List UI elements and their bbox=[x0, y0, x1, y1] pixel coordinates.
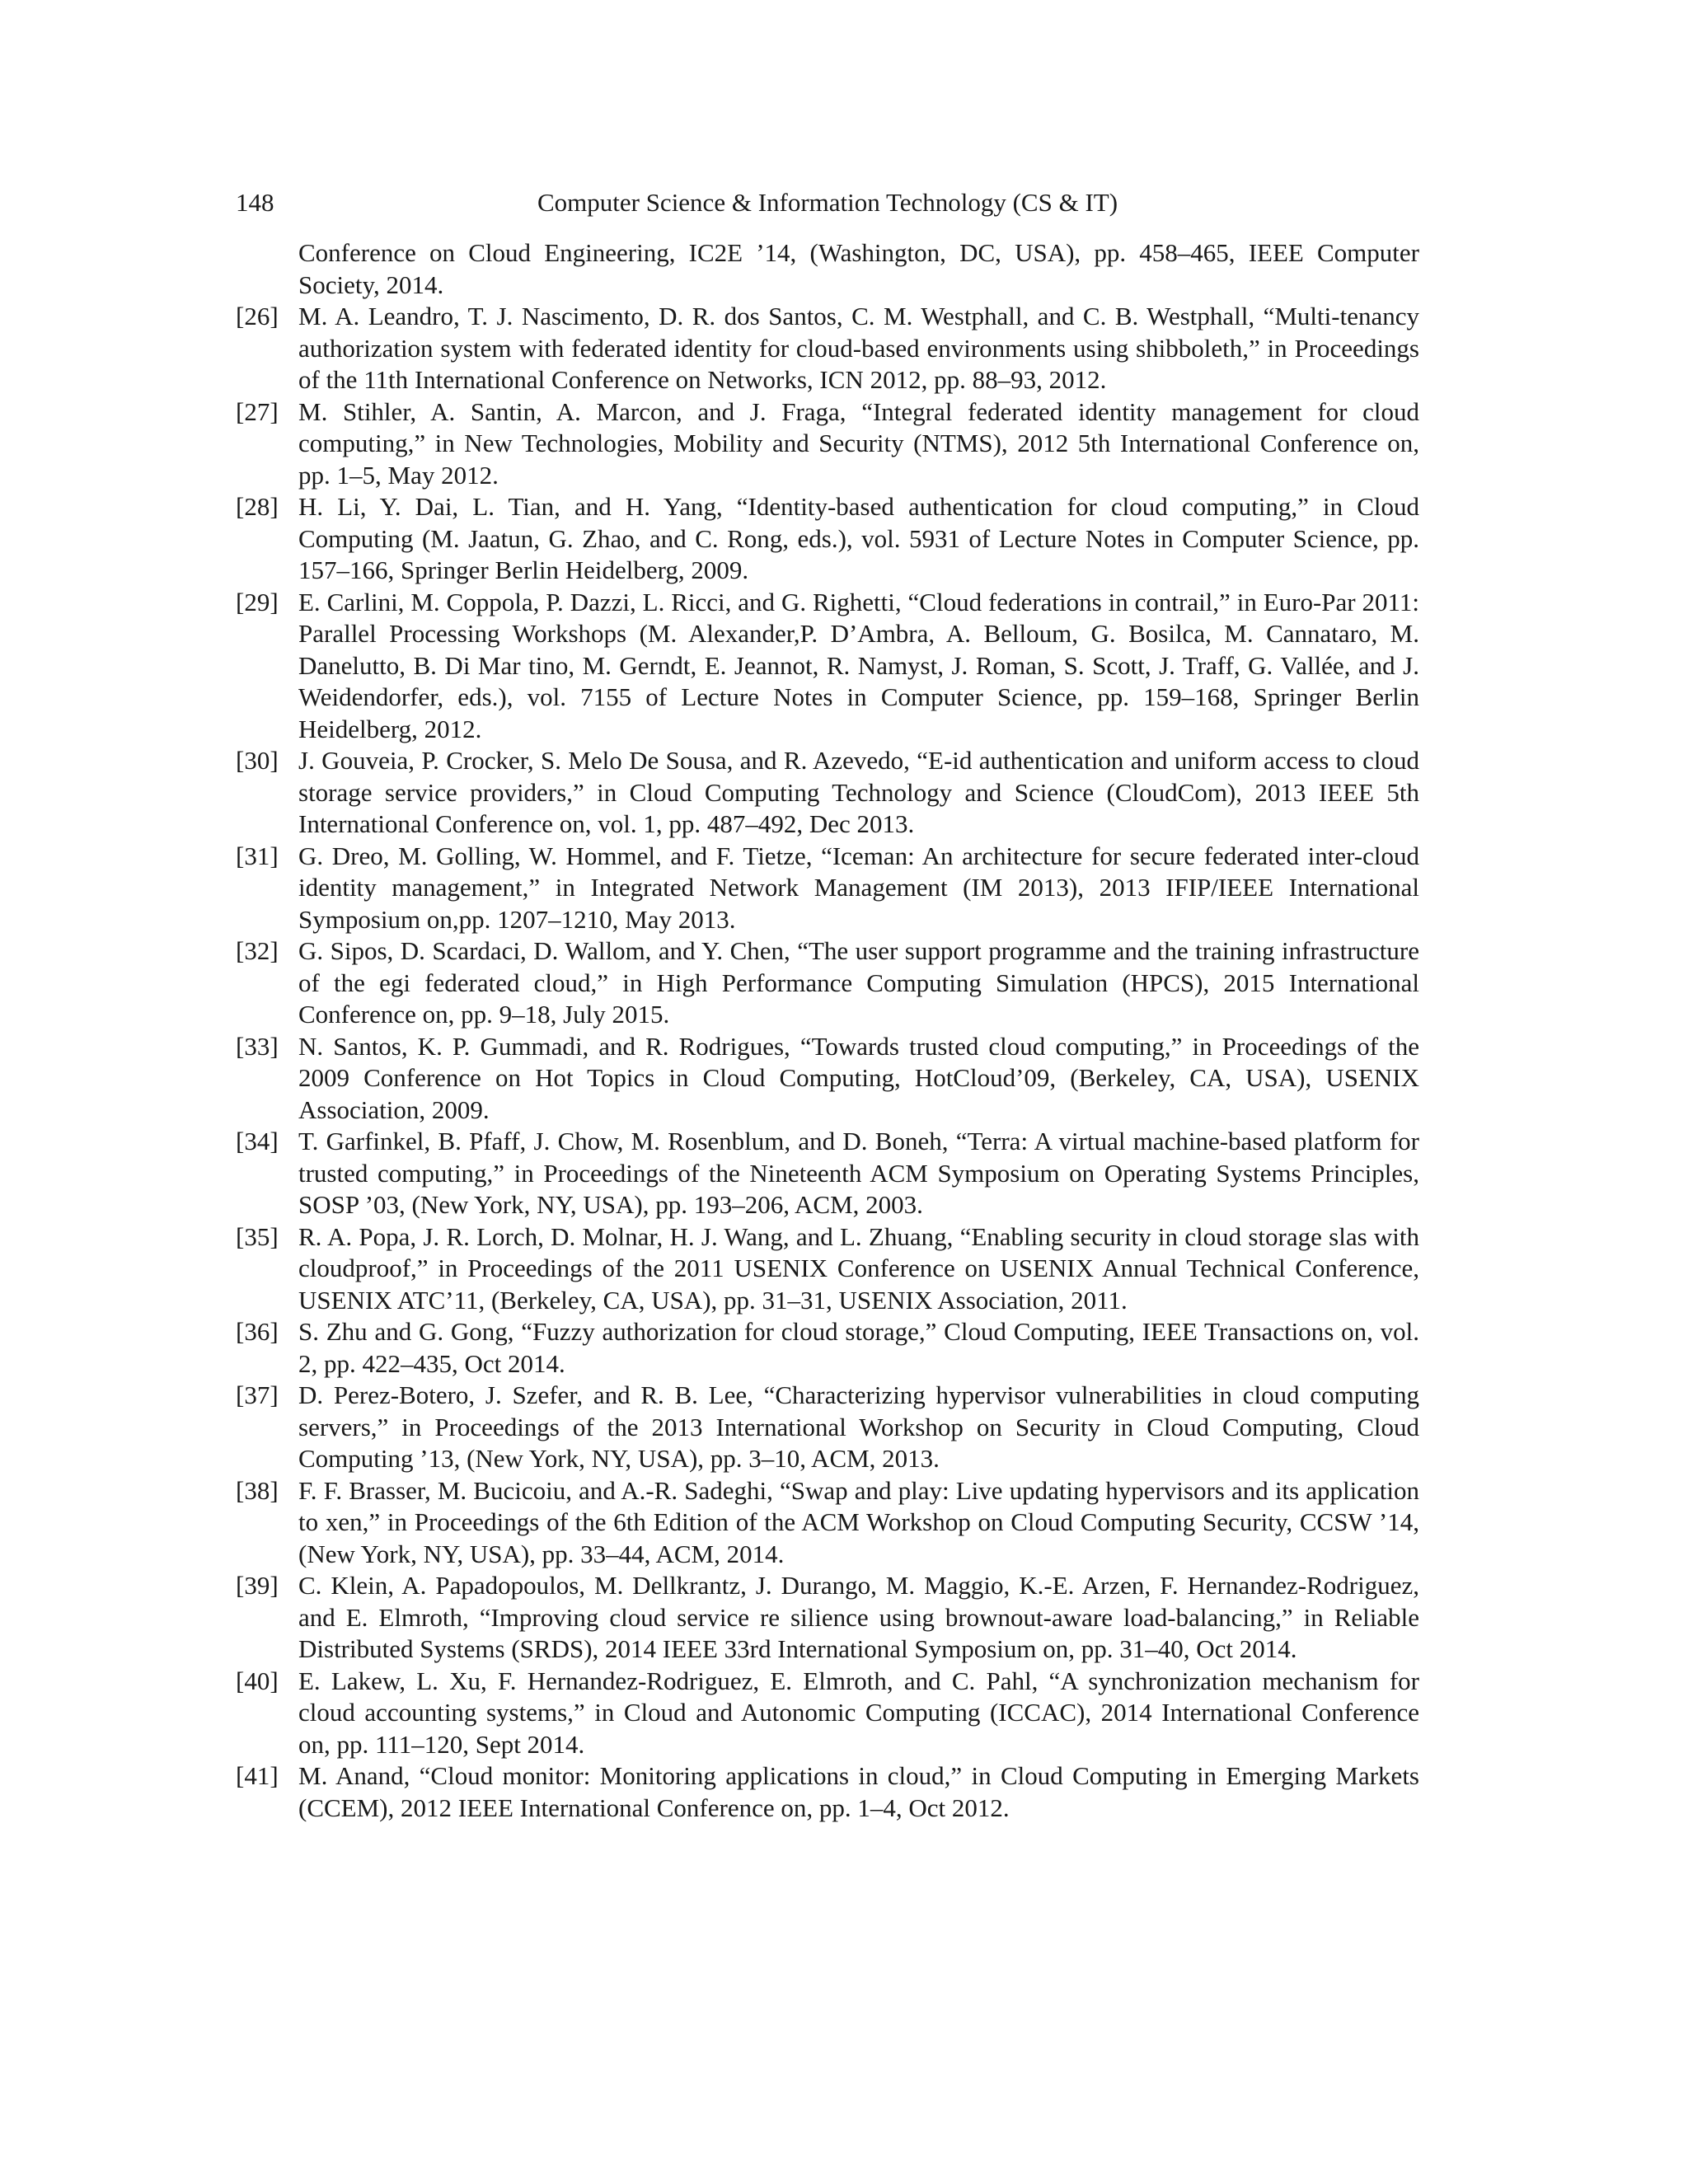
reference-item bbox=[236, 237, 1419, 301]
page-header bbox=[236, 186, 1419, 219]
reference-number: [41] bbox=[236, 1761, 279, 1790]
reference-item bbox=[236, 1380, 1419, 1475]
reference-number: [31] bbox=[236, 841, 279, 870]
reference-text: G. Sipos, D. Scardaci, D. Wallom, and Y. Chen, “The user support programme and the training infrastructure of the egi federated cloud,” in High Performance Computing Simulation (HPCS), 2015 International Conference on, pp. 9–18, July 2015. bbox=[298, 936, 1419, 1029]
reference-text: H. Li, Y. Dai, L. Tian, and H. Yang, “Identity-based authentication for cloud computing,” in Cloud Computing (M. Jaatun, G. Zhao, and C. Rong, eds.), vol. 5931 of Lecture Notes in Computer Science, pp. 157–166, Springer Berlin Heidelberg, 2009. bbox=[298, 492, 1419, 584]
running-title: Computer Science & Information Technology (CS & IT) bbox=[537, 188, 1118, 217]
reference-number: [27] bbox=[236, 396, 279, 426]
reference-number: [39] bbox=[236, 1571, 279, 1600]
reference-text: S. Zhu and G. Gong, “Fuzzy authorization for cloud storage,” Cloud Computing, IEEE Transactions on, vol. 2, pp. 422–435, Oct 2014. bbox=[298, 1317, 1419, 1378]
reference-text: M. A. Leandro, T. J. Nascimento, D. R. dos Santos, C. M. Westphall, and C. B. Westphall, “Multi-tenancy authorization system with federated identity for cloud-based environments using shibboleth,” in Proceedings of the 11th International Conference on Networks, ICN 2012, pp. 88–93, 2012. bbox=[298, 302, 1419, 394]
reference-text: M. Anand, “Cloud monitor: Monitoring applications in cloud,” in Cloud Computing in Emerging Markets (CCEM), 2012 IEEE International Conference on, pp. 1–4, Oct 2012. bbox=[298, 1761, 1419, 1822]
reference-text: J. Gouveia, P. Crocker, S. Melo De Sousa, and R. Azevedo, “E-id authentication and uniform access to cloud storage service providers,” in Cloud Computing Technology and Science (CloudCom), 2013 IEEE 5th International Conference on, vol. 1, pp. 487–492, Dec 2013. bbox=[298, 746, 1419, 838]
reference-number: [33] bbox=[236, 1031, 279, 1061]
reference-number: [30] bbox=[236, 746, 279, 775]
page-number: 148 bbox=[236, 188, 274, 217]
reference-number: [36] bbox=[236, 1317, 279, 1346]
reference-text: T. Garfinkel, B. Pfaff, J. Chow, M. Rosenblum, and D. Boneh, “Terra: A virtual machine-based platform for trusted computing,” in Proceedings of the Nineteenth ACM Symposium on Operating Systems Principles, SOSP ’03, (New York, NY, USA), pp. 193–206, ACM, 2003. bbox=[298, 1127, 1419, 1219]
reference-item bbox=[236, 491, 1419, 587]
reference-item bbox=[236, 396, 1419, 492]
reference-text: D. Perez-Botero, J. Szefer, and R. B. Lee, “Characterizing hypervisor vulnerabilities in cloud computing servers,” in Proceedings of the 2013 International Workshop on Security in Cloud Computing, Cloud Computing ’13, (New York, NY, USA), pp. 3–10, ACM, 2013. bbox=[298, 1380, 1419, 1473]
reference-text: N. Santos, K. P. Gummadi, and R. Rodrigues, “Towards trusted cloud computing,” in Proceedings of the 2009 Conference on Hot Topics in Cloud Computing, HotCloud’09, (Berkeley, CA, USA), USENIX Association, 2009. bbox=[298, 1031, 1419, 1124]
reference-number: [38] bbox=[236, 1475, 279, 1505]
reference-text: G. Dreo, M. Golling, W. Hommel, and F. Tietze, “Iceman: An architecture for secure federated inter-cloud identity management,” in Integrated Network Management (IM 2013), 2013 IFIP/IEEE International Symposium on,pp. 1207–1210, May 2013. bbox=[298, 841, 1419, 934]
reference-item bbox=[236, 1031, 1419, 1127]
reference-text: C. Klein, A. Papadopoulos, M. Dellkrantz, J. Durango, M. Maggio, K.-E. Arzen, F. Hernandez-Rodriguez, and E. Elmroth, “Improving cloud service re silience using brownout-aware load-balancing,” in Reliable Distributed Systems (SRDS), 2014 IEEE 33rd International Symposium on, pp. 31–40, Oct 2014. bbox=[298, 1571, 1419, 1663]
reference-item bbox=[236, 1126, 1419, 1221]
reference-number: [35] bbox=[236, 1221, 279, 1251]
reference-item bbox=[236, 745, 1419, 841]
reference-list bbox=[236, 237, 1419, 1824]
reference-item bbox=[236, 841, 1419, 936]
reference-item bbox=[236, 1475, 1419, 1571]
reference-text: E. Lakew, L. Xu, F. Hernandez-Rodriguez, E. Elmroth, and C. Pahl, “A synchronization mechanism for cloud accounting systems,” in Cloud and Autonomic Computing (ICCAC), 2014 International Conference on, pp. 111–120, Sept 2014. bbox=[298, 1666, 1419, 1759]
reference-number: [26] bbox=[236, 302, 279, 330]
reference-number: [28] bbox=[236, 492, 279, 521]
reference-item bbox=[236, 935, 1419, 1031]
reference-number: [32] bbox=[236, 936, 279, 965]
reference-item bbox=[236, 1570, 1419, 1666]
reference-number: [34] bbox=[236, 1127, 279, 1155]
reference-item bbox=[236, 1760, 1419, 1824]
reference-text: R. A. Popa, J. R. Lorch, D. Molnar, H. J. Wang, and L. Zhuang, “Enabling security in cloud storage slas with cloudproof,” in Proceedings of the 2011 USENIX Conference on USENIX Annual Technical Conference, USENIX ATC’11, (Berkeley, CA, USA), pp. 31–31, USENIX Association, 2011. bbox=[298, 1221, 1419, 1315]
reference-text: M. Stihler, A. Santin, A. Marcon, and J. Fraga, “Integral federated identity management for cloud computing,” in New Technologies, Mobility and Security (NTMS), 2012 5th International Conference on, pp. 1–5, May 2012. bbox=[298, 396, 1419, 490]
reference-text: Conference on Cloud Engineering, IC2E ’14, (Washington, DC, USA), pp. 458–465, IEEE Computer Society, 2014. bbox=[298, 238, 1419, 299]
reference-number: [29] bbox=[236, 587, 279, 616]
reference-item bbox=[236, 1316, 1419, 1380]
reference-item bbox=[236, 1666, 1419, 1761]
reference-number: [40] bbox=[236, 1666, 279, 1695]
reference-text: E. Carlini, M. Coppola, P. Dazzi, L. Ricci, and G. Righetti, “Cloud federations in contrail,” in Euro-Par 2011: Parallel Processing Workshops (M. Alexander,P. D’Ambra, A. Belloum, G. Bosilca, M. Cannataro, M. Danelutto, B. Di Mar tino, M. Gerndt, E. Jeannot, R. Namyst, J. Roman, S. Scott, J. Traff, G. Vallée, and J. Weidendorfer, eds.), vol. 7155 of Lecture Notes in Computer Science, pp. 159–168, Springer Berlin Heidelberg, 2012. bbox=[298, 587, 1419, 743]
reference-item bbox=[236, 301, 1419, 396]
reference-number: [37] bbox=[236, 1380, 279, 1409]
reference-item bbox=[236, 1221, 1419, 1317]
reference-item bbox=[236, 587, 1419, 746]
reference-text: F. F. Brasser, M. Bucicoiu, and A.-R. Sadeghi, “Swap and play: Live updating hypervisors and its application to xen,” in Proceedings of the 6th Edition of the ACM Workshop on Cloud Computing Security, CCSW ’14, (New York, NY, USA), pp. 33–44, ACM, 2014. bbox=[298, 1475, 1419, 1568]
